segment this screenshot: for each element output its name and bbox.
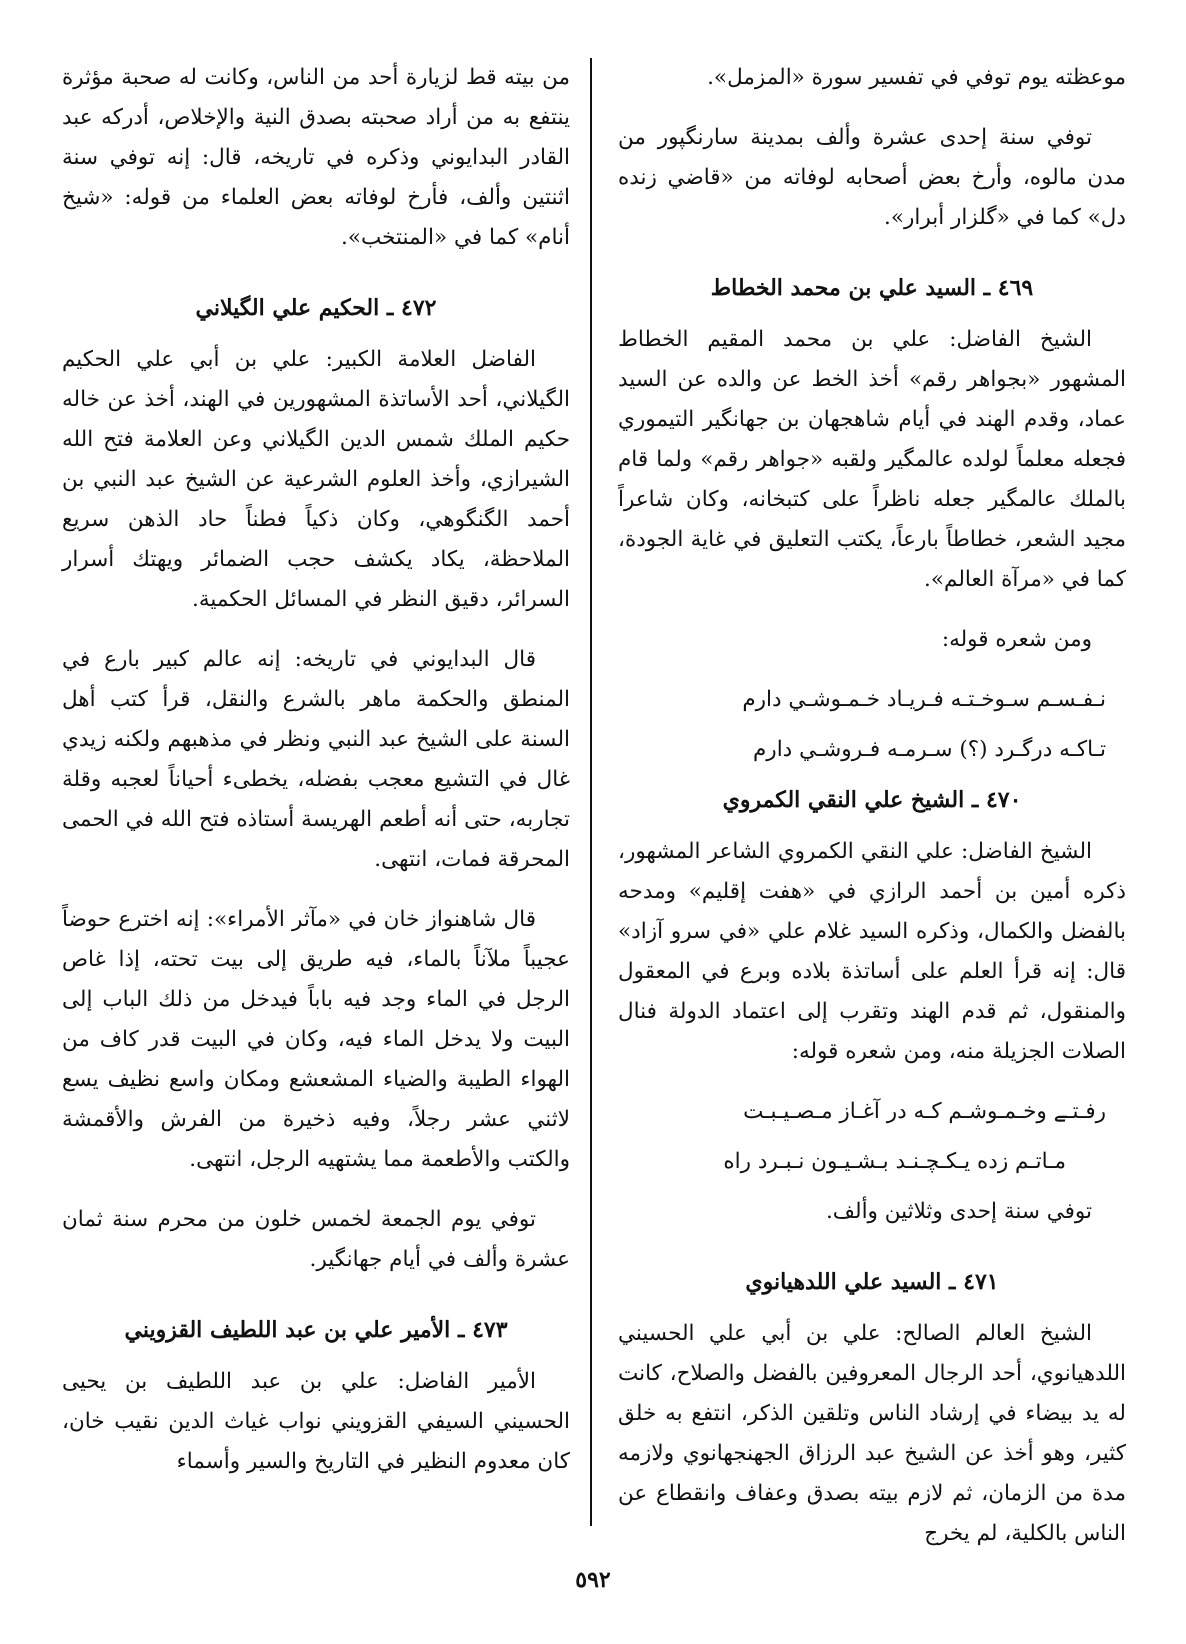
left-column <box>62 58 570 1502</box>
paragraph: توفي يوم الجمعة لخمس خلون من محرم سنة ثمان عشرة وألف في أيام جهانگير. <box>62 1207 570 1272</box>
verse-line: نـفـسـم سـوخـتـه فـريـاد خـمـوشـي دارم <box>742 687 1106 712</box>
right-column <box>618 58 1126 1574</box>
poem-intro: ومن شعره قوله: <box>941 627 1092 652</box>
entry-heading-473: ٤٧٣ ـ الأمير علي بن عبد اللطيف القزويني <box>124 1317 508 1343</box>
paragraph: موعظته يوم توفي في تفسير سورة «المزمل». <box>707 65 1126 90</box>
paragraph: الشيخ العالم الصالح: علي بن أبي علي الحسيني اللدهيانوي، أحد الرجال المعروفين بالفضل والصلاح، كانت له يد بيضاء في إرشاد الناس وتلقين الذكر، انتفع به خلق كثير، وهو أخذ عن الشيخ عبد الرزاق الجهنجهانوي ولازمه مدة من الزمان، ثم لازم بيته بصدق وعفاف وانقطاع عن الناس بالكلية، لم يخرج <box>618 1321 1126 1546</box>
paragraph: الشيخ الفاضل: علي بن محمد المقيم الخطاط المشهور «بجواهر رقم» أخذ الخط عن والده عن السيد عماد، وقدم الهند في أيام شاهجهان بن جهانگير التيموري فجعله معلماً لولده عالمگير ولقبه «جواهر رقم» ولما قام بالملك عالمگير جعله ناظراً على كتبخانه، وكان شاعراً مجيد الشعر، خطاطاً بارعاً، يكتب التعليق في غاية الجودة، كما في «مرآة العالم». <box>618 327 1126 592</box>
paragraph: قال البدايوني في تاريخه: إنه عالم كبير بارع في المنطق والحكمة ماهر بالشرع والنقل، قرأ كتب أهل السنة على الشيخ عبد النبي ونظر في مذهبهم ولكنه زيدي غال في التشيع معجب بفضله، يخطىء أحياناً لعجبه وقلة تجاربه، حتى أنه أطعم الهريسة أستاذه فتح الله في الحمى المحرقة فمات، انتهى. <box>62 647 570 872</box>
entry-heading-472: ٤٧٢ ـ الحكيم علي الگيلاني <box>195 295 437 321</box>
paragraph: توفي سنة إحدى عشرة وألف بمدينة سارنگپور من مدن مالوه، وأرخ بعض أصحابه لوفاته من «قاضي زنده دل» كما في «گلزار أبرار». <box>618 125 1126 230</box>
paragraph: الفاضل العلامة الكبير: علي بن أبي علي الحكيم الگيلاني، أحد الأساتذة المشهورين في الهند، أخذ عن خاله حكيم الملك شمس الدين الگيلاني وعن العلامة فتح الله الشيرازي، وأخذ العلوم الشرعية عن الشيخ عبد النبي بن أحمد الگنگوهي، وكان ذكياً فطناً حاد الذهن سريع الملاحظة، يكاد يكشف حجب الضمائر ويهتك أسرار السرائر، دقيق النظر في المسائل الحكمية. <box>62 347 570 612</box>
verse-line: تـاكـه درگـرد (؟) سـرمـه فـروشـي دارم <box>753 737 1106 762</box>
verse-line: مـاتـم زده يـكـچـنـد بـشـيـون نـبـرد راه <box>723 1149 1066 1174</box>
entry-heading-469: ٤٦٩ ـ السيد علي بن محمد الخطاط <box>710 275 1034 301</box>
entry-heading-470: ٤٧٠ ـ الشيخ علي النقي الكمروي <box>722 787 1022 813</box>
paragraph: قال شاهنواز خان في «مآثر الأمراء»: إنه اخترع حوضاً عجيباً ملآناً بالماء، فيه طريق إلى بيت تحته، إذا غاص الرجل في الماء وجد فيه باباً فيدخل من ذلك الباب إلى البيت ولا يدخل الماء فيه، وكان في البيت قدر كاف من الهواء الطيبة والضياء المشعشع ومكان واسع نظيف يسع لاثني عشر رجلاً، وفيه ذخيرة من الفرش والأقمشة والكتب والأطعمة مما يشتهيه الرجل، انتهى. <box>62 907 570 1172</box>
paragraph: الشيخ الفاضل: علي النقي الكمروي الشاعر المشهور، ذكره أمين بن أحمد الرازي في «هفت إقليم» ومدحه بالفضل والكمال، وذكره السيد غلام علي «في سرو آزاد» قال: إنه قرأ العلم على أساتذة بلاده وبرع في المعقول والمنقول، ثم قدم الهند وتقرب إلى اعتماد الدولة فنال الصلات الجزيلة منه، ومن شعره قوله: <box>618 839 1126 1064</box>
column-divider <box>590 58 592 1526</box>
paragraph: من بيته قط لزيارة أحد من الناس، وكانت له صحبة مؤثرة ينتفع به من أراد صحبته بصدق النية والإخلاص، أدركه عبد القادر البدايوني وذكره في تاريخه، قال: إنه توفي سنة اثنتين وألف، فأرخ لوفاته بعض العلماء من قوله: «شيخ أنام» كما في «المنتخب». <box>62 65 570 250</box>
paragraph: الأمير الفاضل: علي بن عبد اللطيف بن يحيى الحسيني السيفي القزويني نواب غياث الدين نقيب خان، كان معدوم النظير في التاريخ والسير وأسماء <box>62 1369 570 1474</box>
verse-line: رفـتـے وخـمـوشـم كـه در آغـاز مـصـيـبـت <box>743 1099 1106 1124</box>
entry-heading-471: ٤٧١ ـ السيد علي اللدهيانوي <box>745 1269 999 1295</box>
page-number: ٥٩٢ <box>575 1567 611 1593</box>
paragraph: توفي سنة إحدى وثلاثين وألف. <box>825 1199 1092 1224</box>
